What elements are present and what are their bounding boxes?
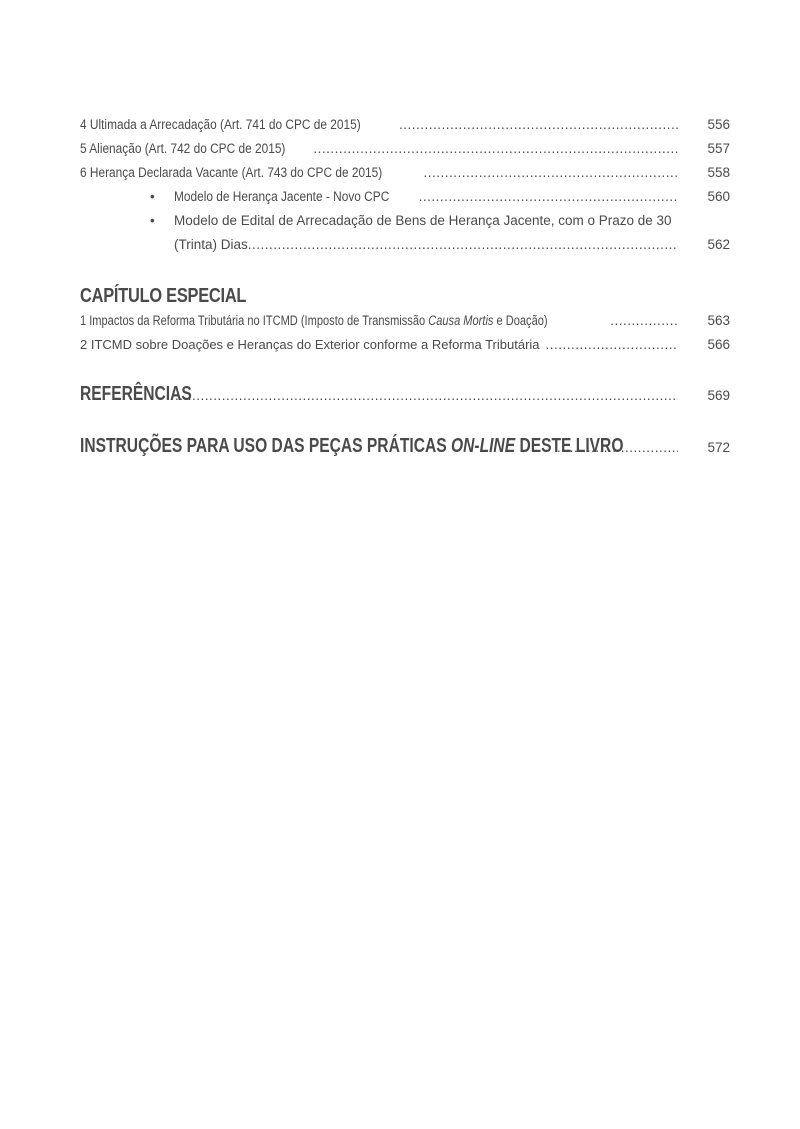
dot-leader <box>248 233 678 257</box>
toc-entry-page: 556 <box>707 117 730 132</box>
heading-prefix: INSTRUÇÕES PARA USO DAS PEÇAS PRÁTICAS <box>80 435 451 457</box>
toc-entry-label-italic: Causa Mortis <box>428 313 494 328</box>
toc-entry-label: 6 Herança Declarada Vacante (Art. 743 do CPC de 2015) <box>80 165 383 180</box>
toc-entry-label: 4 Ultimada a Arrecadação (Art. 741 do CPC de 2015) <box>80 117 361 132</box>
toc-entry-label: 2 ITCMD sobre Doações e Heranças do Exterior conforme a Reforma Tributária <box>80 337 540 352</box>
heading-italic: ON-LINE <box>450 435 516 457</box>
toc-entry-label: 5 Alienação (Art. 742 do CPC de 2015) <box>80 141 286 156</box>
toc-bullet-entry-continuation[interactable] <box>80 233 730 257</box>
toc-section-instrucoes <box>80 435 730 458</box>
toc-entry-label-prefix: 1 Impactos da Reforma Tributária no ITCMD (Imposto de Transmissão <box>80 313 429 328</box>
toc-entry[interactable] <box>80 333 730 357</box>
bullet-symbol: • <box>150 213 155 228</box>
dot-leader <box>423 161 678 185</box>
toc-entry[interactable] <box>80 113 730 137</box>
dot-leader <box>313 137 678 161</box>
toc-entry-label-line1: Modelo de Edital de Arrecadação de Bens de Herança Jacente, com o Prazo de 30 <box>174 213 672 228</box>
section-heading <box>80 435 623 458</box>
toc-entry-page: 560 <box>707 189 730 204</box>
toc-entry[interactable] <box>80 137 730 161</box>
toc-section-top <box>80 113 730 257</box>
heading-wrap <box>80 435 624 458</box>
toc-section-referencias <box>80 383 730 406</box>
heading-wrap <box>80 383 192 406</box>
toc-entry-label-line2: (Trinta) Dias <box>174 237 248 252</box>
toc-entry-page: 562 <box>707 237 730 252</box>
toc-entry[interactable] <box>80 309 730 333</box>
dot-leader <box>546 333 678 357</box>
toc-entry-label: Modelo de Herança Jacente - Novo CPC <box>174 189 390 204</box>
toc-entry-label-suffix: e Doação) <box>493 313 548 328</box>
toc-bullet-entry[interactable] <box>80 185 730 209</box>
toc-entry-page: 563 <box>707 313 730 328</box>
toc-entry-page: 572 <box>707 440 730 455</box>
toc-entry-page: 557 <box>707 141 730 156</box>
toc-entry-instrucoes[interactable] <box>80 435 730 458</box>
toc-bullet-entry[interactable] <box>80 209 730 233</box>
toc-entry-page: 566 <box>707 337 730 352</box>
toc-entry-page: 569 <box>707 388 730 403</box>
toc-entry-label <box>80 309 548 333</box>
section-heading[interactable]: CAPÍTULO ESPECIAL <box>80 285 247 307</box>
dot-leader <box>399 113 678 137</box>
bullet-symbol: • <box>150 189 155 204</box>
toc-entry[interactable] <box>80 161 730 185</box>
dot-leader <box>610 309 678 333</box>
toc-section-especial <box>80 283 730 357</box>
dot-leader <box>419 185 678 209</box>
dot-leader <box>175 388 678 403</box>
toc-entry-referencias[interactable] <box>80 383 730 406</box>
heading-suffix: DESTE LIVRO <box>515 435 624 457</box>
toc-entry-page: 558 <box>707 165 730 180</box>
section-heading: REFERÊNCIAS <box>80 383 192 405</box>
